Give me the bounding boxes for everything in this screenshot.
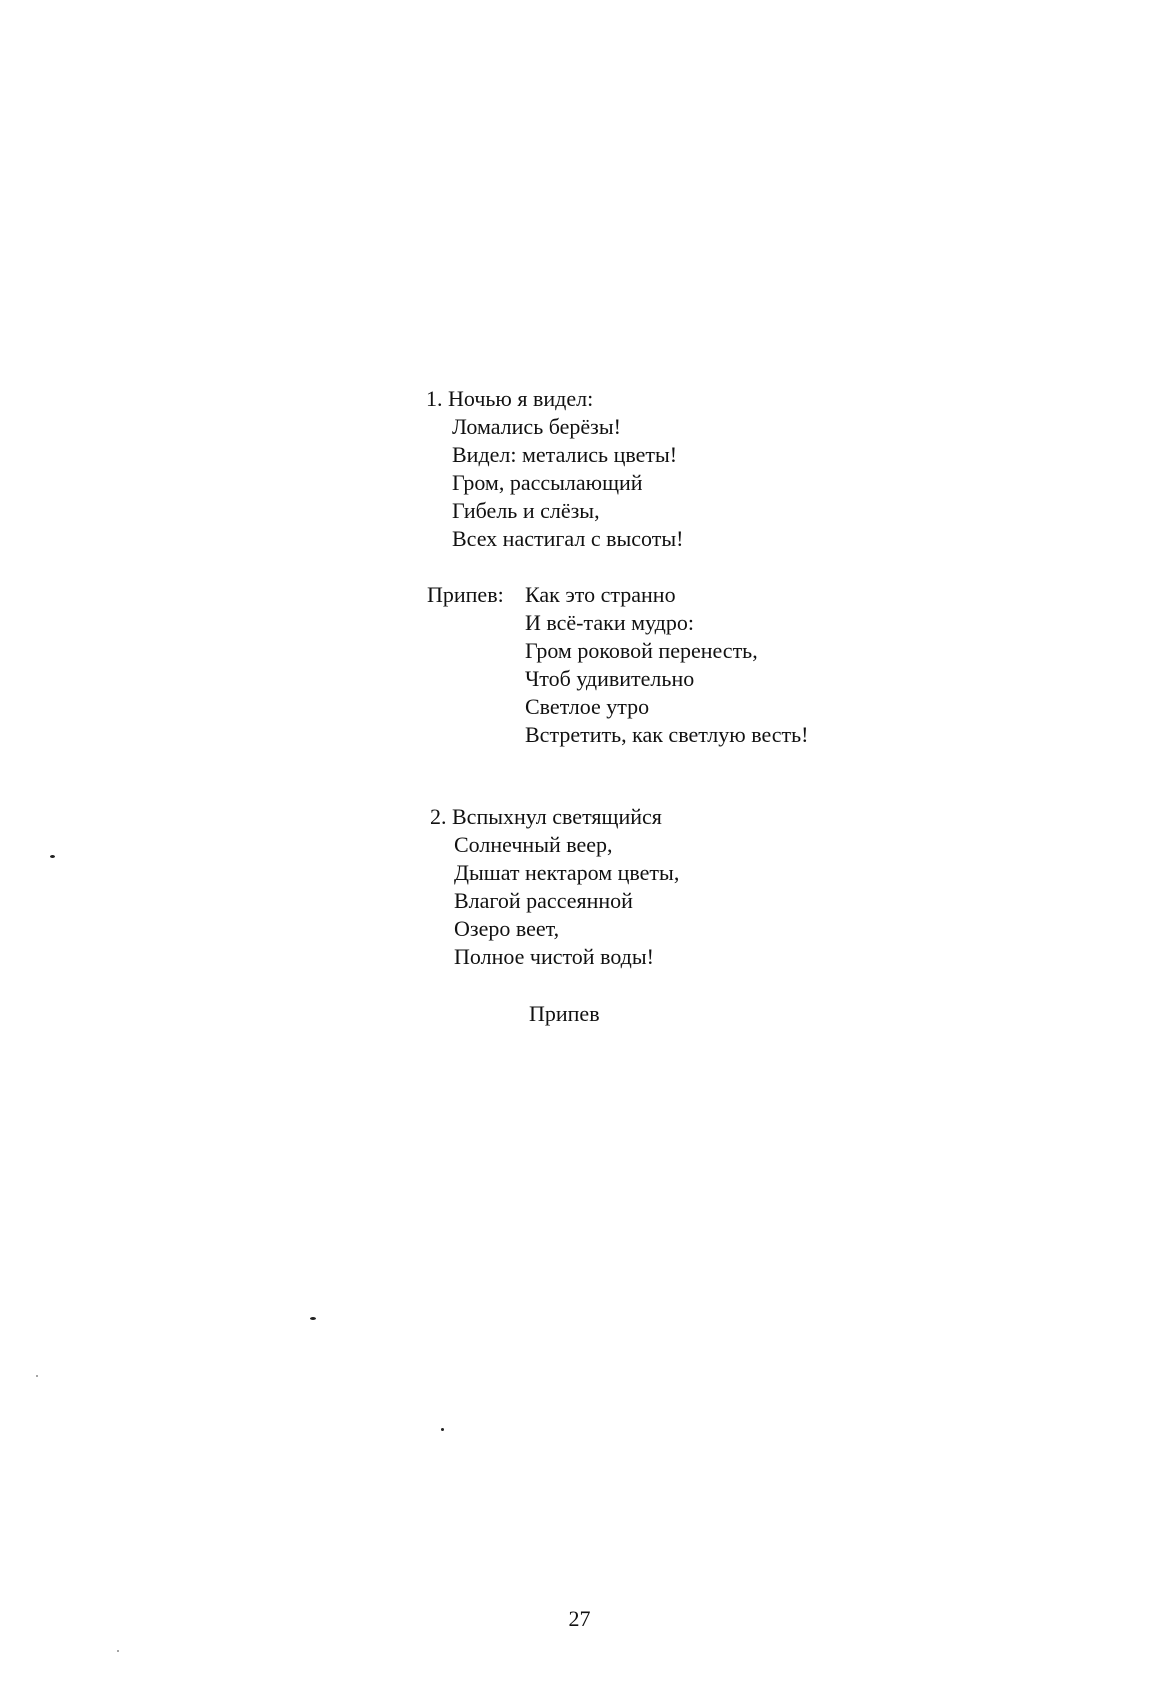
page-number: 27 <box>568 1606 591 1631</box>
chorus-line: И всё-таки мудро: <box>525 610 694 635</box>
verse-2-line: Озеро веет, <box>454 916 560 941</box>
verse-1-line: Гибель и слёзы, <box>452 498 600 523</box>
scan-speck <box>50 855 55 858</box>
chorus-line: Встретить, как светлую весть! <box>525 722 809 747</box>
verse-1-line: 1. Ночью я видел: <box>426 386 594 411</box>
verse-2-line: 2. Вспыхнул светящийся <box>430 804 662 829</box>
scan-speck <box>441 1428 444 1431</box>
chorus-line: Гром роковой перенесть, <box>525 638 758 663</box>
verse-1-line: Видел: метались цветы! <box>452 442 678 467</box>
scan-speck <box>310 1317 316 1320</box>
scan-speck <box>117 1650 119 1652</box>
scan-speck <box>36 1375 38 1377</box>
verse-2-line: Влагой рассеянной <box>454 888 633 913</box>
chorus-label: Припев: <box>427 582 504 607</box>
verse-1-line: Ломались берёзы! <box>452 414 621 439</box>
verse-2-line: Полное чистой воды! <box>454 944 654 969</box>
verse-2-line: Солнечный веер, <box>454 832 613 857</box>
refrain-reference: Припев <box>529 1001 600 1026</box>
verse-1-line: Гром, рассылающий <box>452 470 643 495</box>
chorus-line: Светлое утро <box>525 694 650 719</box>
chorus-line: Как это странно <box>525 582 676 607</box>
verse-1-line: Всех настигал с высоты! <box>452 526 684 551</box>
verse-2-line: Дышат нектаром цветы, <box>454 860 680 885</box>
chorus-line: Чтоб удивительно <box>525 666 695 691</box>
